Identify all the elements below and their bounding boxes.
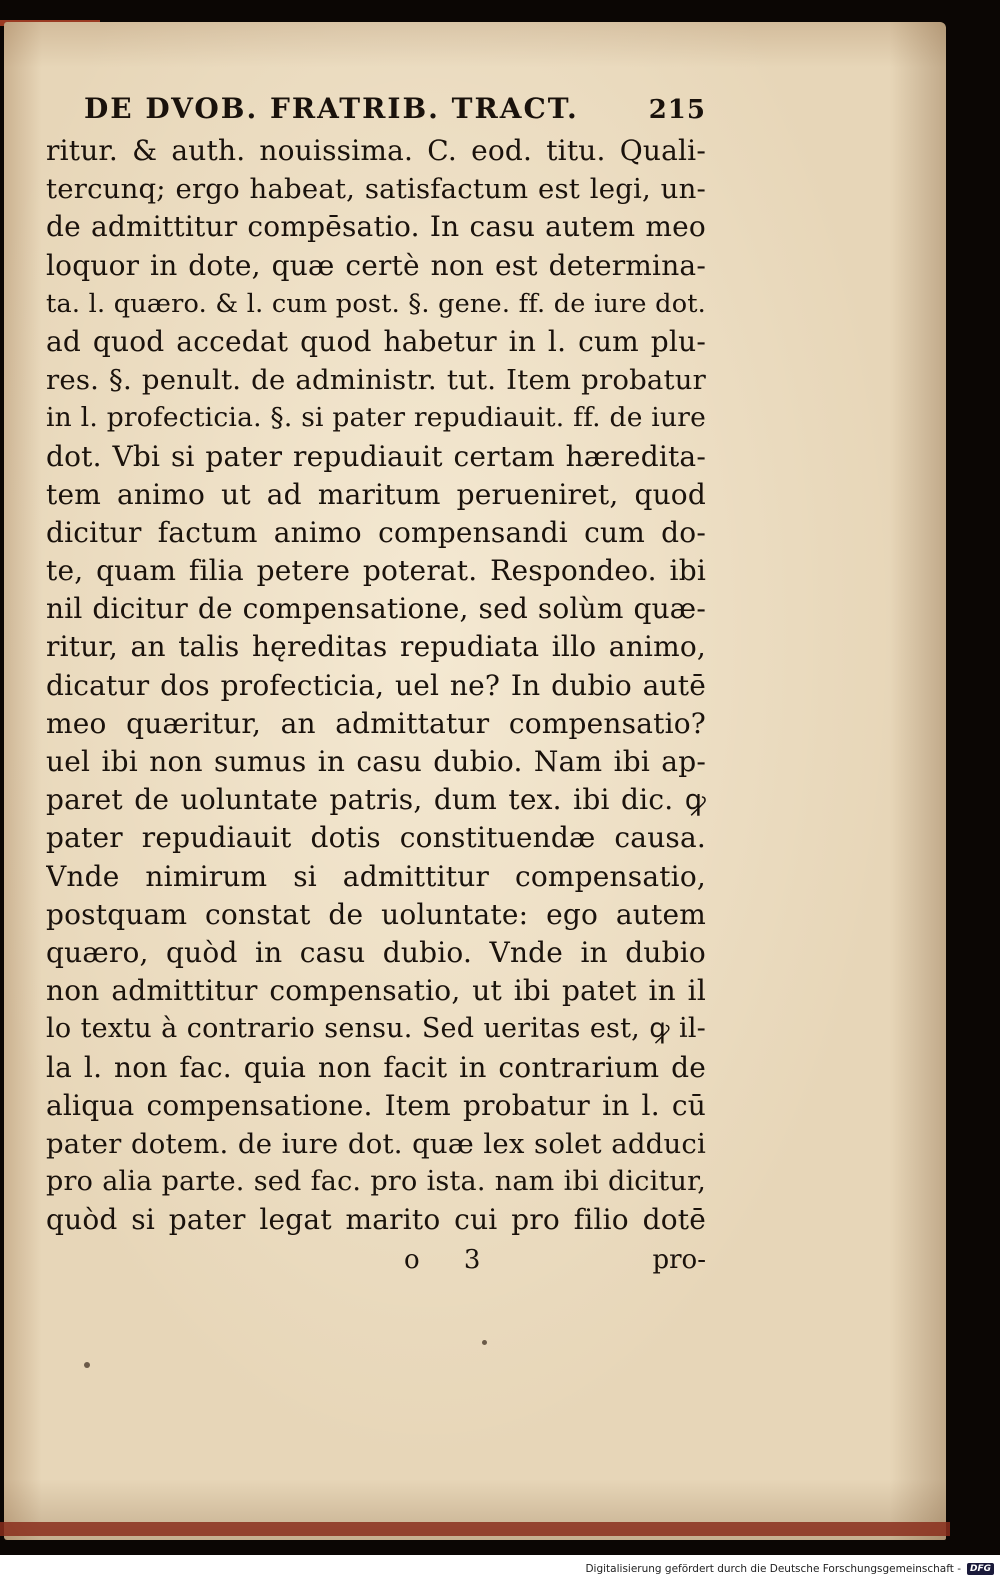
paper-speck: [482, 1340, 487, 1345]
running-title: DE DVOB. FRATRIB. TRACT.: [84, 92, 579, 125]
text-line: aliqua compensatione. Item probatur in l. cū: [46, 1088, 706, 1122]
dfg-logo-icon: DFG: [967, 1563, 994, 1575]
text-line: lo textu à contrario sensu. Sed ueritas est, ꝙ il-: [46, 1013, 706, 1045]
text-line: dot. Vbi si pater repudiauit certam hæredita-: [46, 439, 706, 473]
text-line: pater dotem. de iure dot. quæ lex solet adduci: [46, 1127, 706, 1160]
text-line: Vnde nimirum si admittitur compensatio,: [46, 859, 706, 893]
text-line: paret de uoluntate patris, dum tex. ibi dic. ꝙ: [46, 783, 706, 817]
text-line: postquam constat de uoluntate: ego autem: [46, 897, 706, 931]
text-line: nil dicitur de compensatione, sed solùm quæ-: [46, 592, 706, 626]
text-line: ad quod accedat quod habetur in l. cum plu-: [46, 324, 706, 358]
running-head: [84, 92, 706, 132]
text-line: quæro, quòd in casu dubio. Vnde in dubio: [46, 935, 706, 969]
page-edge: [0, 1522, 950, 1536]
text-line: ritur. & auth. nouissima. C. eod. titu. Quali-: [46, 134, 706, 167]
paper-speck: [84, 1362, 90, 1368]
text-line: tem animo ut ad maritum perueniret, quod: [46, 477, 706, 511]
text-line: non admittitur compensatio, ut ibi patet in il: [46, 974, 706, 1008]
text-line: loquor in dote, quæ certè non est determina-: [46, 248, 706, 282]
text-line: pro alia parte. sed fac. pro ista. nam ibi dicitur,: [46, 1166, 706, 1198]
page-number: 215: [648, 95, 706, 125]
credit-text: Digitalisierung gefördert durch die Deutsche Forschungsgemeinschaft -: [585, 1562, 961, 1575]
text-line: uel ibi non sumus in casu dubio. Nam ibi ap-: [46, 745, 706, 778]
text-line: quòd si pater legat marito cui pro filio dotē: [46, 1203, 706, 1237]
text-line: dicitur factum animo compensandi cum do-: [46, 515, 706, 549]
credit-bar: [0, 1555, 1000, 1582]
text-line: pater repudiauit dotis constituendæ causa.: [46, 821, 706, 855]
text-line: dicatur dos profecticia, uel ne? In dubio autē: [46, 668, 706, 702]
text-line: in l. profecticia. §. si pater repudiauit. ff. de iure: [46, 402, 706, 434]
text-line: tercunq; ergo habeat, satisfactum est legi, un-: [46, 173, 706, 206]
text-block: [46, 92, 706, 1283]
text-line: la l. non fac. quia non facit in contrarium de: [46, 1050, 706, 1084]
text-line: de admittitur compēsatio. In casu autem meo: [46, 210, 706, 244]
text-line: ritur, an talis hęreditas repudiata illo animo,: [46, 630, 706, 664]
page-footer: [46, 1245, 706, 1283]
text-line: meo quæritur, an admittatur compensatio?: [46, 706, 706, 740]
text-line: te, quam filia petere poterat. Respondeo. ibi: [46, 554, 706, 588]
catchword: pro-: [652, 1245, 706, 1276]
text-line: ta. l. quæro. & l. cum post. §. gene. ff. de iure dot.: [46, 288, 706, 319]
body-text: [46, 132, 706, 1239]
text-line: res. §. penult. de administr. tut. Item probatur: [46, 364, 706, 397]
signature-mark: o 3: [404, 1245, 499, 1276]
